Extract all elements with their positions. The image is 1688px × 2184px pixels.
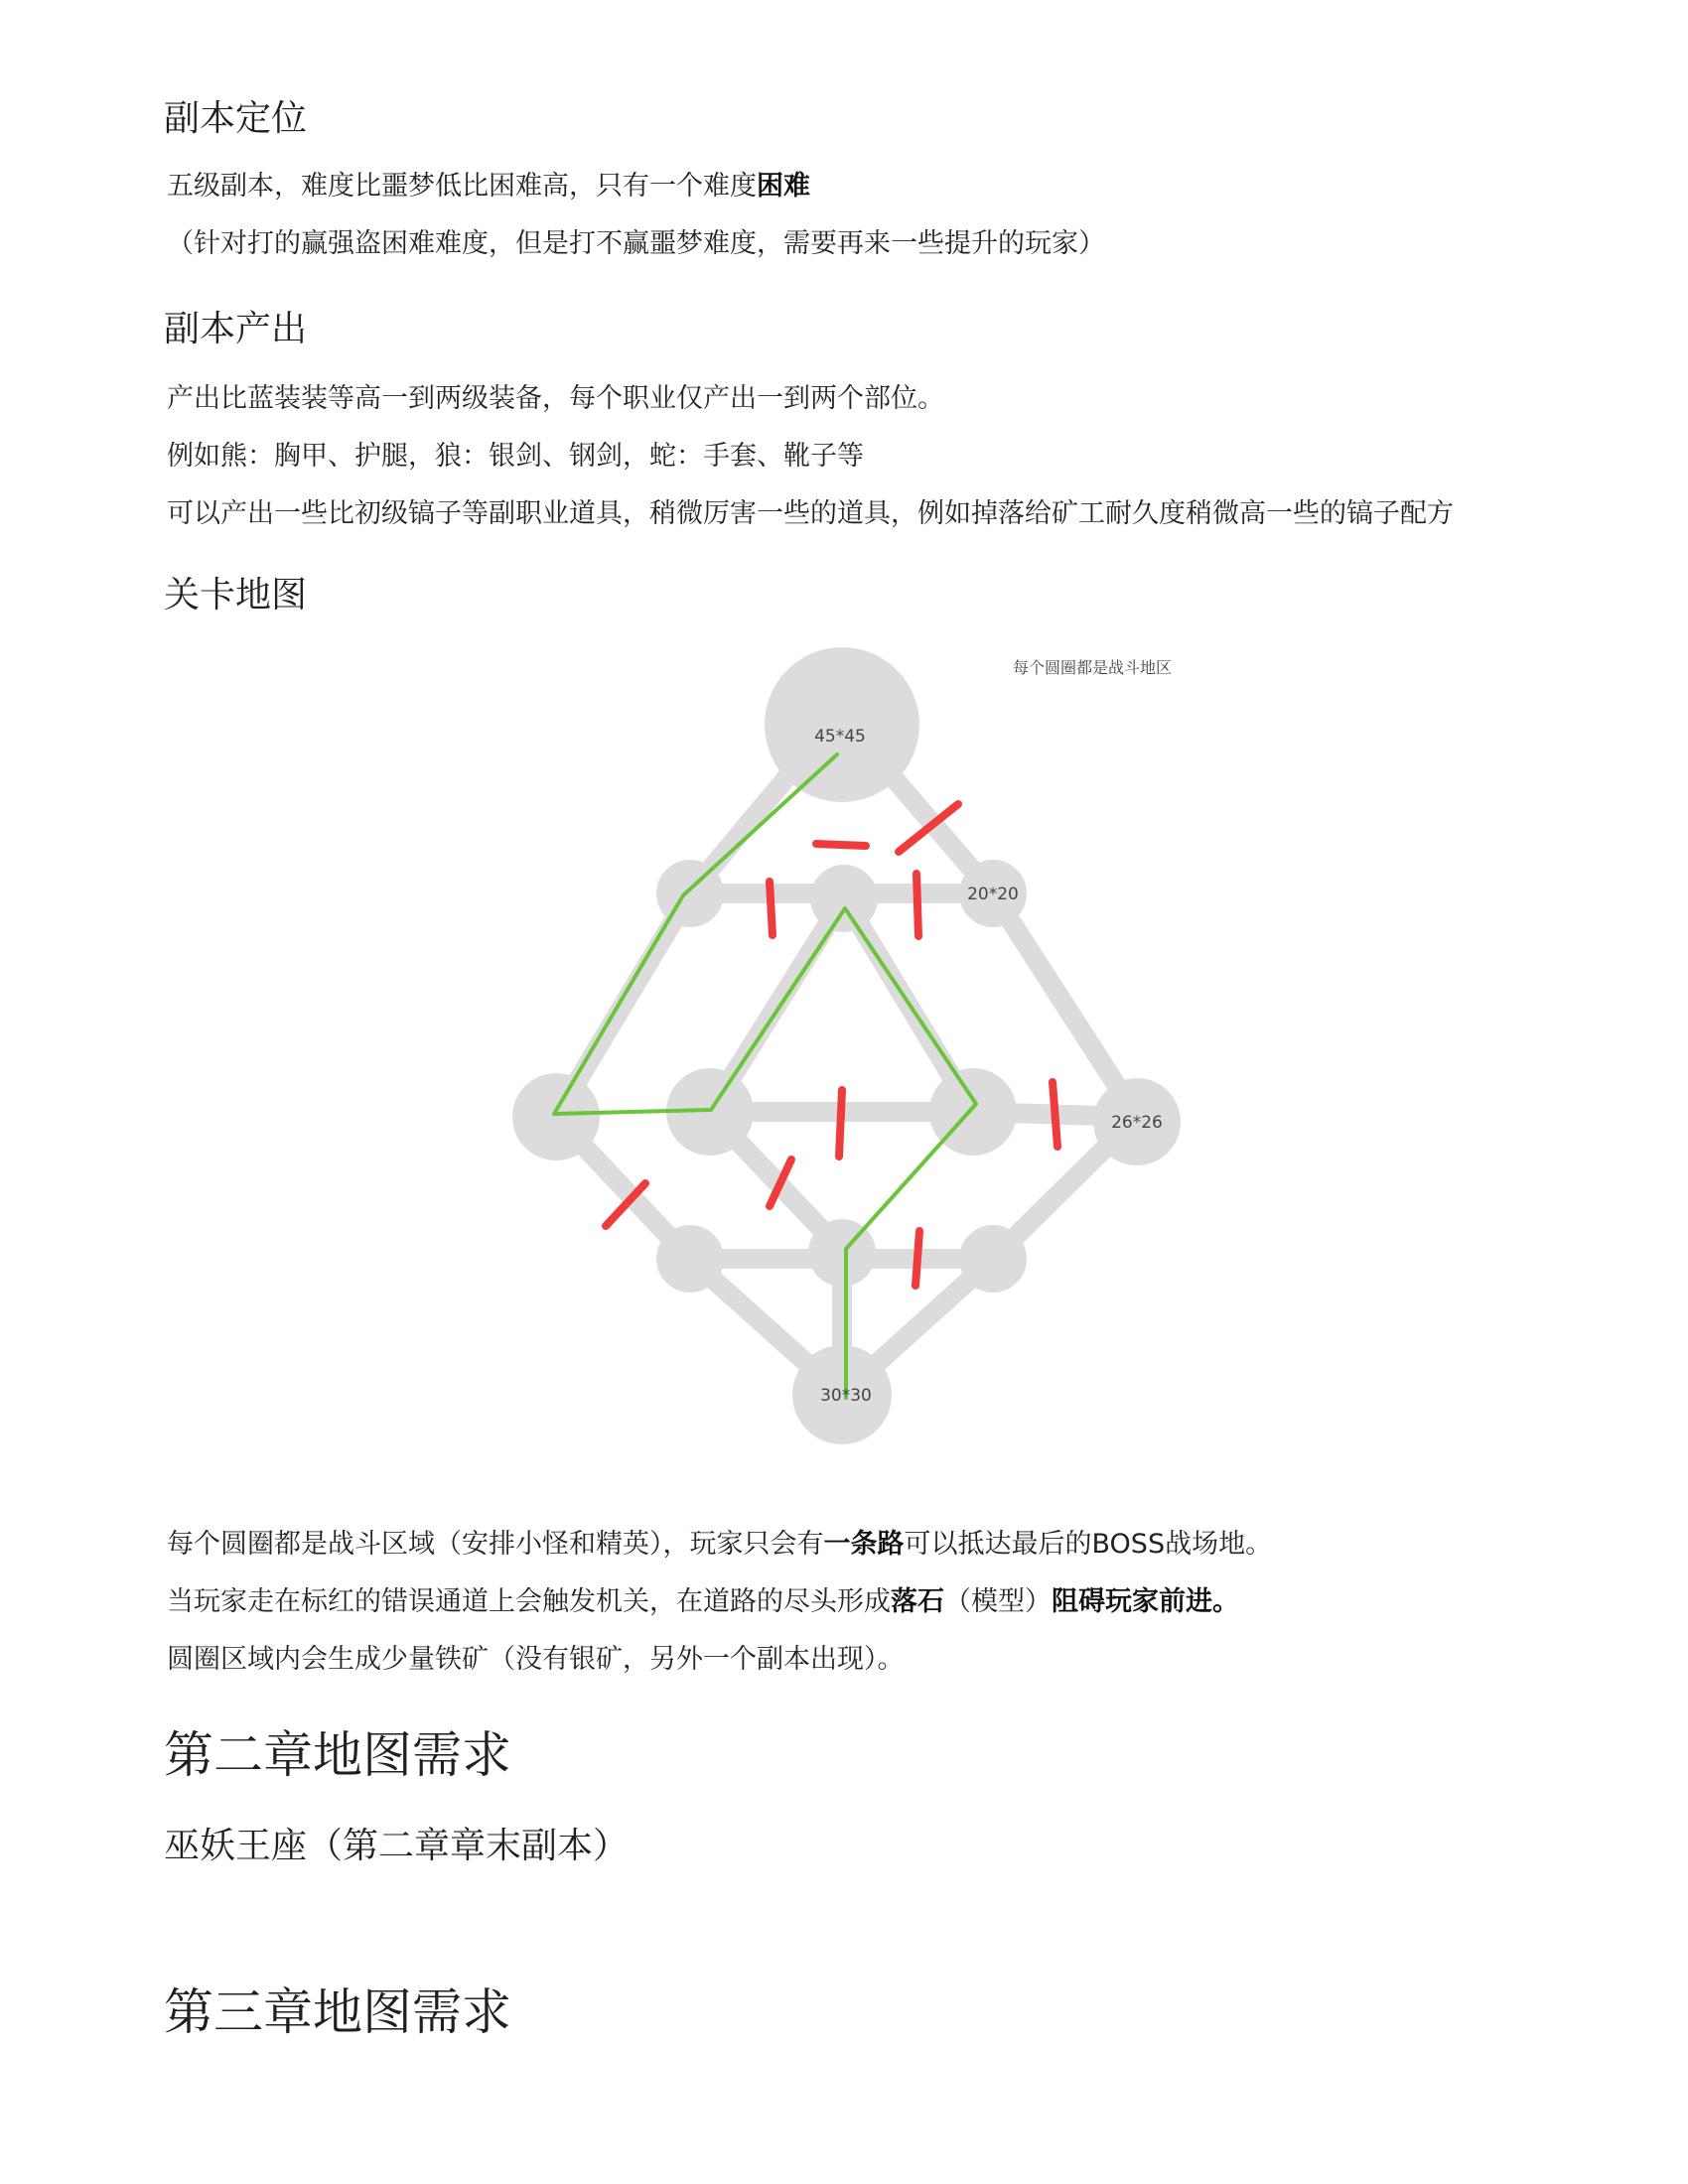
- map-node: [656, 1225, 724, 1293]
- positioning-line-2: （针对打的赢强盗困难难度，但是打不赢噩梦难度，需要再来一些提升的玩家）: [167, 228, 1105, 259]
- map-node-label-right-upper: 20*20: [967, 885, 1019, 904]
- output-line-1: 产出比蓝装装等高一到两级装备，每个职业仅产出一到两个部位。: [167, 383, 944, 414]
- map-description-2: 当玩家走在标红的错误通道上会触发机关，在道路的尽头形成落石（模型）阻碍玩家前进。: [167, 1586, 1239, 1617]
- block-mark: [770, 882, 773, 935]
- map-node-label-bottom: 30*30: [820, 1386, 872, 1406]
- map-node-label-right-mid: 26*26: [1111, 1113, 1163, 1133]
- block-mark: [816, 844, 866, 846]
- map-node: [959, 1225, 1027, 1293]
- heading-chapter-2: 第二章地图需求: [164, 1726, 511, 1784]
- map-note: 每个圆圈都是战斗地区: [1012, 658, 1173, 677]
- output-line-3: 可以产出一些比初级镐子等副职业道具，稍微厉害一些的道具，例如掉落给矿工耐久度稍微高一些的镐子配方: [167, 498, 1454, 529]
- map-edge: [993, 893, 1137, 1117]
- map-node: [810, 865, 878, 932]
- positioning-line-1: 五级副本，难度比噩梦低比困难高，只有一个难度困难: [167, 171, 810, 202]
- block-mark: [839, 1090, 842, 1157]
- block-mark: [915, 1231, 919, 1286]
- map-node: [512, 1073, 600, 1160]
- heading-chapter-3: 第三章地图需求: [164, 1983, 511, 2041]
- heading-level-map: 关卡地图: [164, 575, 308, 615]
- heading-dungeon-positioning: 副本定位: [164, 98, 308, 139]
- map-node-top: [765, 647, 919, 802]
- subheading-lich-throne: 巫妖王座（第二章章末副本）: [164, 1826, 630, 1866]
- map-node-label-top: 45*45: [814, 727, 866, 747]
- correct-path-line: [554, 754, 976, 1398]
- output-line-2: 例如熊：胸甲、护腿，狼：银剑、钢剑，蛇：手套、靴子等: [167, 441, 864, 472]
- map-description-3: 圆圈区域内会生成少量铁矿（没有银矿，另外一个副本出现）。: [167, 1644, 905, 1675]
- level-map-diagram: [496, 635, 1211, 1449]
- block-mark: [916, 874, 918, 936]
- map-description-1: 每个圆圈都是战斗区域（安排小怪和精英），玩家只会有一条路可以抵达最后的BOSS战场地。: [167, 1529, 1273, 1560]
- heading-dungeon-output: 副本产出: [164, 309, 308, 349]
- block-mark: [1053, 1082, 1057, 1147]
